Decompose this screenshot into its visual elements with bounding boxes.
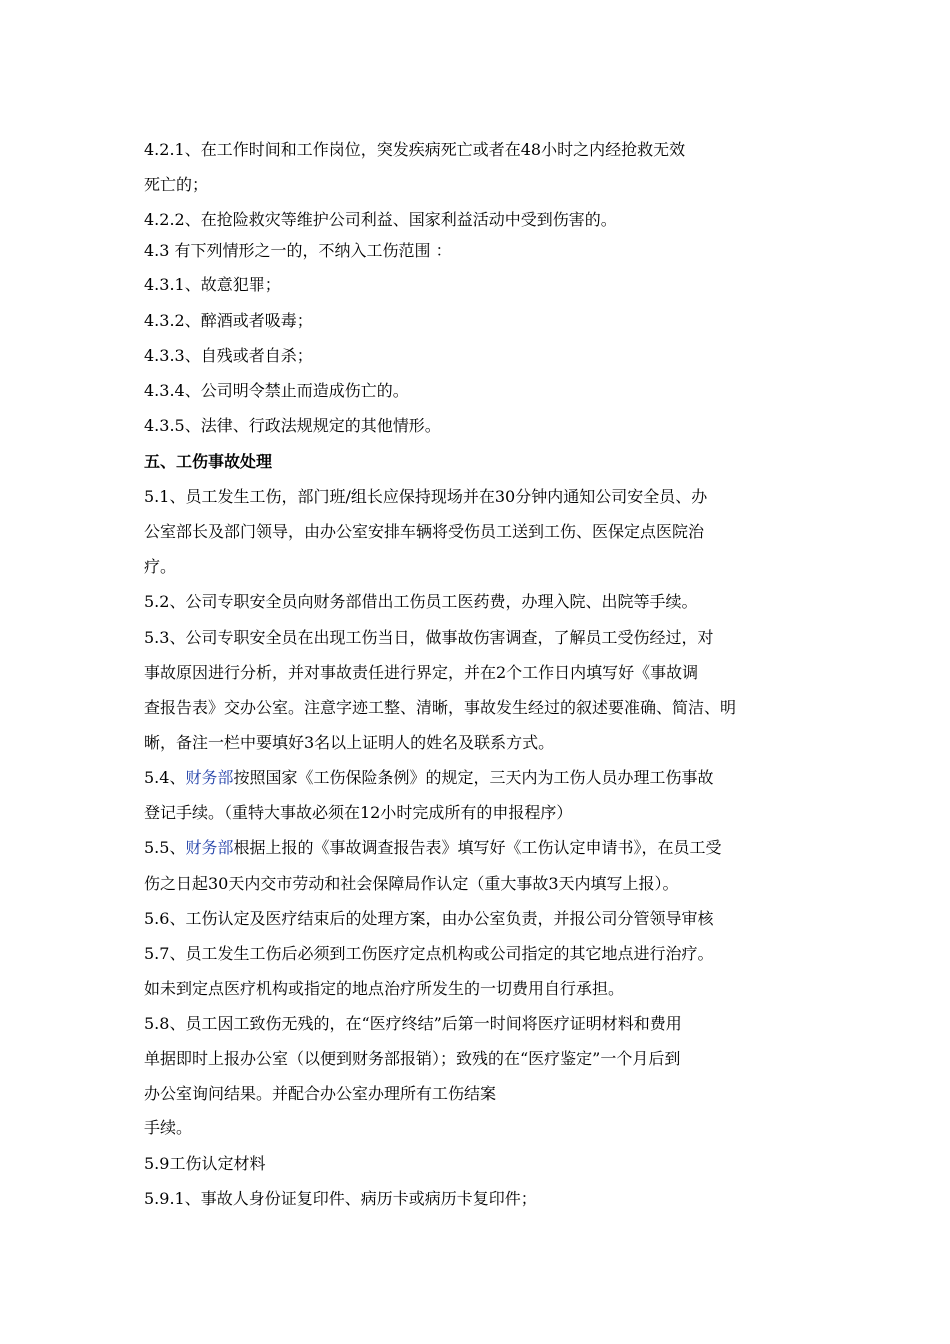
text-line: 伤之日起30天内交市劳动和社会保障局作认定（重大事故3天内填写上报）。 — [144, 874, 679, 893]
text-segment: 5.4、 — [144, 768, 186, 787]
finance-dept-link[interactable]: 财务部 — [185, 768, 234, 787]
text-line: 死亡的； — [144, 175, 209, 194]
text-line: 5.9.1、事故人身份证复印件、病历卡或病历卡复印件； — [144, 1189, 537, 1208]
text-line: 5.6、工伤认定及医疗结束后的处理方案，由办公室负责，并报公司分管领导审核 — [144, 909, 714, 928]
finance-dept-link[interactable]: 财务部 — [185, 838, 234, 857]
text-line: 5.7、员工发生工伤后必须到工伤医疗定点机构或公司指定的其它地点进行治疗。 — [144, 944, 714, 963]
text-segment: 按照国家《工伤保险条例》的规定，三天内为工伤人员办理工伤事故 — [233, 768, 714, 787]
text-line: 4.2.1、在工作时间和工作岗位，突发疾病死亡或者在48小时之内经抢救无效 — [144, 140, 686, 159]
text-segment: 根据上报的《事故调查报告表》填写好《工伤认定申请书》，在员工受 — [233, 838, 722, 857]
text-line: 手续。 — [144, 1118, 193, 1137]
text-line: 办公室询问结果。并配合办公室办理所有工伤结案 — [144, 1084, 497, 1103]
text-line: 5.3、公司专职安全员在出现工伤当日，做事故伤害调查，了解员工受伤经过，对 — [144, 628, 714, 647]
text-line: 5.8、员工因工致伤无残的，在“医疗终结”后第一时间将医疗证明材料和费用 — [144, 1014, 682, 1033]
text-line: 登记手续。（重特大事故必须在12小时完成所有的申报程序） — [144, 803, 573, 822]
text-line: 4.2.2、在抢险救灾等维护公司利益、国家利益活动中受到伤害的。 — [144, 210, 617, 229]
text-line: 单据即时上报办公室（以便到财务部报销）；致残的在“医疗鉴定”一个月后到 — [144, 1049, 681, 1068]
text-line: 5.1、员工发生工伤，部门班/组长应保持现场并在30分钟内通知公司安全员、办 — [144, 487, 708, 506]
text-line: 如未到定点医疗机构或指定的地点治疗所发生的一切费用自行承担。 — [144, 979, 625, 998]
text-line — [144, 767, 713, 789]
text-line: 疗。 — [144, 557, 177, 576]
text-line: 4.3.5、法律、行政法规规定的其他情形。 — [144, 416, 441, 435]
text-line: 查报告表》交办公室。注意字迹工整、清晰，事故发生经过的叙述要准确、简洁、明 — [144, 698, 737, 717]
text-line: 4.3 有下列情形之一的，不纳入工伤范围 ： — [144, 241, 452, 260]
text-line: 4.3.2、醉酒或者吸毒； — [144, 311, 313, 330]
text-line: 公室部长及部门领导，由办公室安排车辆将受伤员工送到工伤、医保定点医院治 — [144, 522, 705, 541]
text-line: 晰，备注一栏中要填好3名以上证明人的姓名及联系方式。 — [144, 733, 555, 752]
text-line: 4.3.1、故意犯罪； — [144, 275, 281, 294]
text-segment: 5.5、 — [144, 838, 186, 857]
text-line: 事故原因进行分析，并对事故责任进行界定，并在2个工作日内填写好《事故调 — [144, 663, 699, 682]
text-line: 5.2、公司专职安全员向财务部借出工伤员工医药费，办理入院、出院等手续。 — [144, 592, 698, 611]
text-line: 5.9工伤认定材料 — [144, 1154, 266, 1173]
section-heading: 五、工伤事故处理 — [144, 452, 273, 471]
text-line — [144, 837, 721, 859]
text-line: 4.3.3、自残或者自杀； — [144, 346, 313, 365]
text-line: 4.3.4、公司明令禁止而造成伤亡的。 — [144, 381, 409, 400]
